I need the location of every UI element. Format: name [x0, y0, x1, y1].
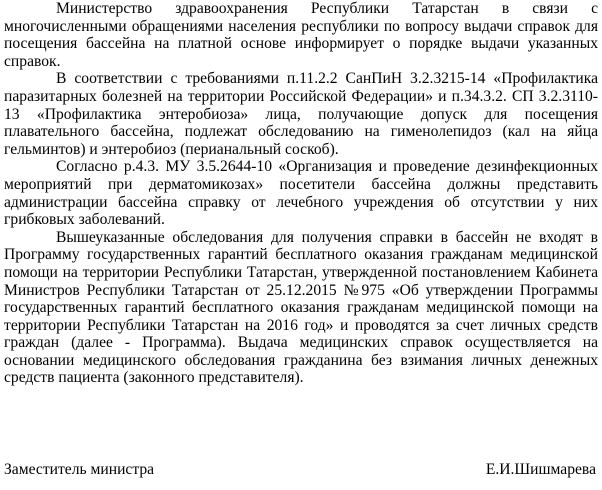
paragraph-sanpin-requirements: В соответствии с требованиями п.11.2.2 СанПиН 3.2.3215-14 «Профилактика паразитарных болезней на территории Российской Федерации» и п.34.3.2. СП 3.2.3110-13 «Профилактика энтеробиоза» лица, получающие допуск для посещения плавательного бассейна, подлежат обследованию на гименолепидоз (кал на яйца гельминтов) и энтеробиоз (перианальный соскоб).	[4, 70, 598, 158]
signatory-position: Заместитель министра	[4, 461, 155, 478]
paragraph-dermatomycosis: Согласно р.4.3. МУ 3.5.2644-10 «Организация и проведение дезинфекционных мероприятий при дерматомикозах» посетители бассейна должны представить администрации бассейна справку от лечебного учреждения об отсутствии у них грибковых заболеваний.	[4, 158, 598, 229]
paragraph-program-guarantees: Вышеуказанные обследования для получения справки в бассейн не входят в Программу государственных гарантий бесплатного оказания гражданам медицинской помощи на территории Республики Татарстан, утвержденной постановлением Кабинета Министров Республики Татарстан от 25.12.2015 №975 «Об утверждении Программы государственных гарантий бесплатного оказания гражданам медицинской помощи на территории Республики Татарстан на 2016 год» и проводятся за счет личных средств граждан (далее - Программа). Выдача медицинских справок осуществляется на основании медицинского обследования гражданина без взимания личных денежных средств пациента (законного представителя).	[4, 228, 598, 387]
paragraph-intro: Министерство здравоохранения Республики Татарстан в связи с многочисленными обращениями населения республики по вопросу выдачи справок для посещения бассейна на платной основе информирует о порядке выдачи указанных справок.	[4, 0, 598, 70]
document-body	[4, 0, 598, 387]
signatory-name: Е.И.Шишмарева	[485, 461, 596, 478]
signature-block	[4, 461, 598, 479]
